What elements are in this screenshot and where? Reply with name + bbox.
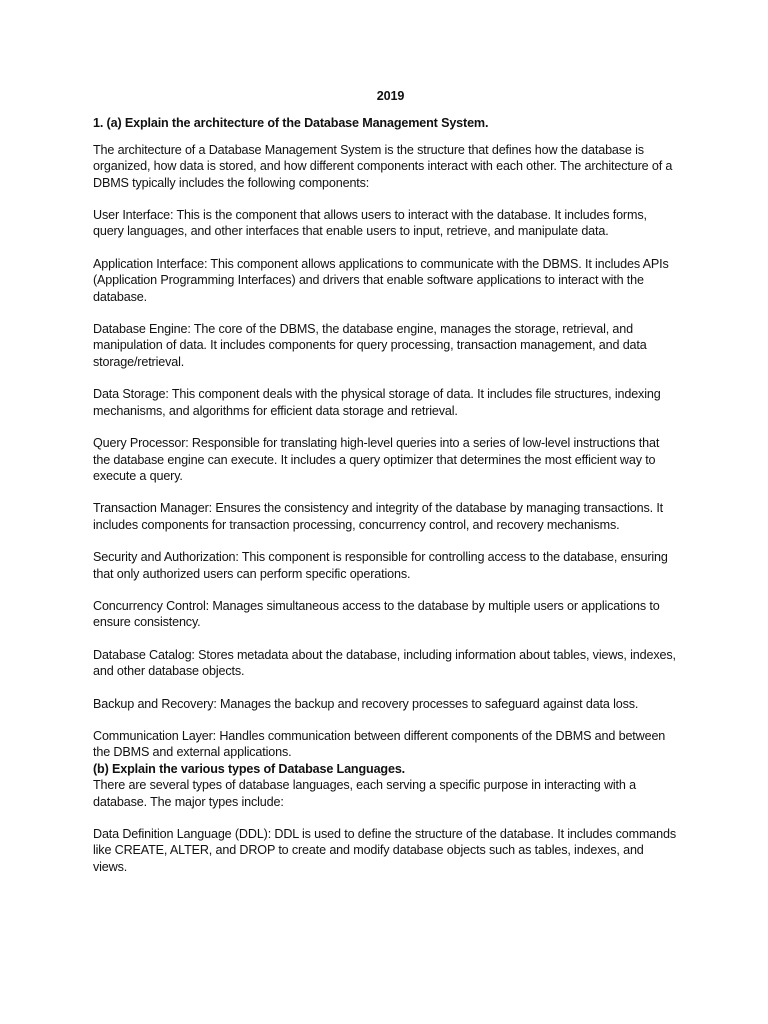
intro-paragraph: The architecture of a Database Management System is the structure that defines how the database is organized, how data is stored, and how different components interact with each other. The architecture of a DBMS typically includes the following components: [93, 142, 673, 190]
question-1a-heading: 1. (a) Explain the architecture of the Database Management System. [93, 116, 489, 131]
document-page [93, 88, 678, 891]
component-concurrency-control: Concurrency Control: Manages simultaneous access to the database by multiple users or applications to ensure consistency. [93, 598, 660, 630]
component-application-interface: Application Interface: This component allows applications to communicate with the DBMS. It includes APIs (Application Programming Interfaces) and drivers that enable software applications to interact with the database. [93, 256, 669, 304]
languages-intro-paragraph: There are several types of database languages, each serving a specific purpose in interacting with a database. The major types include: [93, 778, 636, 809]
component-database-engine: Database Engine: The core of the DBMS, the database engine, manages the storage, retrieval, and manipulation of data. It includes components for query processing, transaction management, and data storage/retrieval. [93, 322, 647, 369]
component-security-authorization: Security and Authorization: This component is responsible for controlling access to the database, ensuring that only authorized users can perform specific operations. [93, 550, 668, 581]
component-query-processor: Query Processor: Responsible for translating high-level queries into a series of low-level instructions that the database engine can execute. It includes a query optimizer that determines the most efficient way to execute a query. [93, 436, 660, 483]
component-transaction-manager: Transaction Manager: Ensures the consistency and integrity of the database by managing transactions. It includes components for transaction processing, concurrency control, and recovery mechanisms. [93, 501, 664, 532]
component-communication-layer: Communication Layer: Handles communication between different components of the DBMS and between the DBMS and external applications. [93, 728, 666, 760]
component-backup-recovery: Backup and Recovery: Manages the backup and recovery processes to safeguard against data loss. [93, 696, 639, 711]
component-database-catalog: Database Catalog: Stores metadata about the database, including information about tables, views, indexes, and other database objects. [93, 647, 676, 679]
component-user-interface: User Interface: This is the component that allows users to interact with the database. It includes forms, query languages, and other interfaces that enable users to input, retrieve, and manipulate data. [93, 208, 647, 239]
document-year: 2019 [376, 89, 405, 103]
question-1b-heading: (b) Explain the various types of Database Languages. [93, 761, 406, 776]
component-data-storage: Data Storage: This component deals with the physical storage of data. It includes file structures, indexing mechanisms, and algorithms for efficient data storage and retrieval. [93, 387, 661, 418]
ddl-paragraph: Data Definition Language (DDL): DDL is used to define the structure of the database. It includes commands like CREATE, ALTER, and DROP to create and modify database objects such as tables, indexes, and views. [93, 827, 677, 874]
